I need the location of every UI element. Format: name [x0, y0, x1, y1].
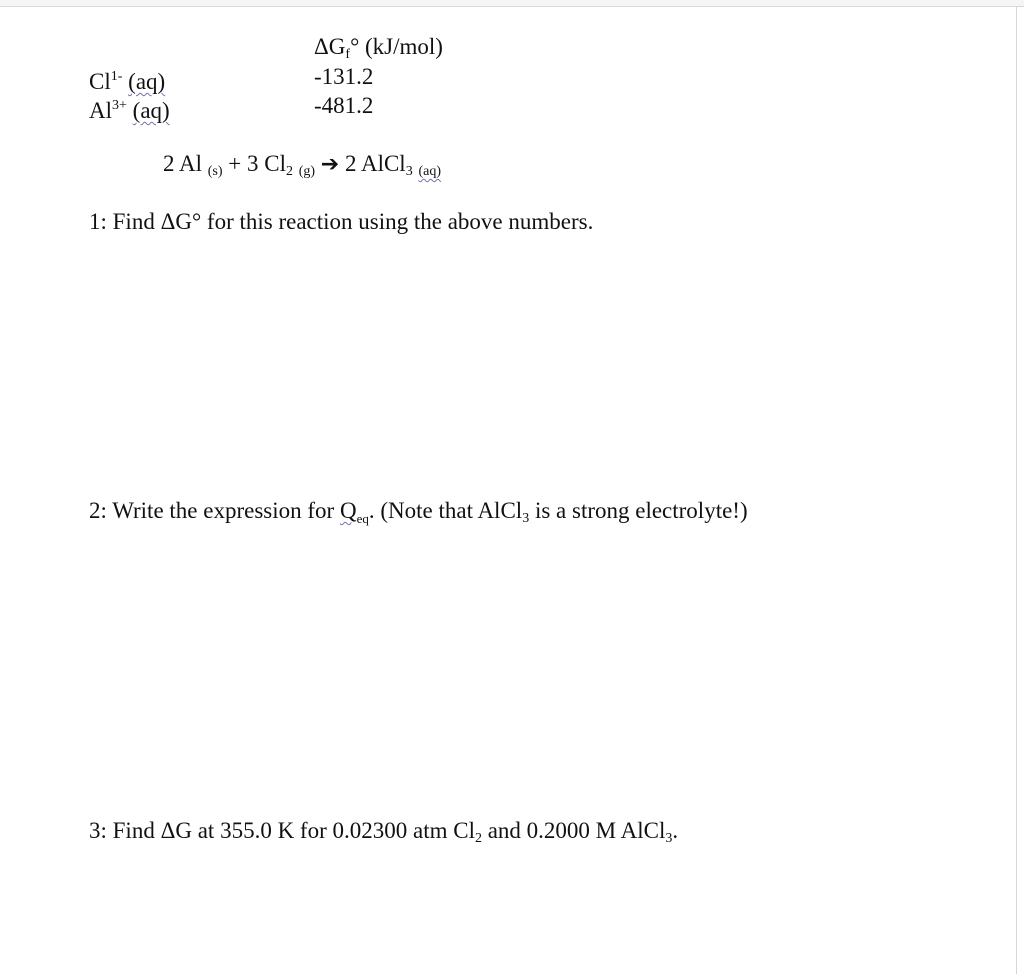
table-row-value: -131.2: [314, 64, 374, 89]
reaction-equation: 2 Al $_{(s)}$ + 3 $Cl_2$ $_{(g)}$ ➔ 2 AlCl$_3$ $_{(aq)}$: [163, 151, 441, 179]
window-top-border: [0, 0, 1024, 7]
document-page: [0, 7, 1017, 974]
ion-charge: 1-: [110, 69, 123, 84]
table-row-value: -481.2: [314, 93, 374, 118]
question-2: 2: Write the expression for $Q_{eq}$. (Note that AlCl$_3$ is a strong electrolyte!): [89, 498, 748, 526]
ion-charge: 3+: [112, 98, 127, 113]
reaction-arrow-icon: ➔: [320, 152, 340, 177]
header-sub-f: f: [345, 47, 351, 62]
state-label: (aq): [128, 69, 166, 94]
q-eq-symbol: $Q_{eq}$: [339, 498, 369, 526]
header-delta-g: ΔG: [314, 34, 346, 59]
question-3: 3: Find ΔG at 355.0 K for 0.02300 atm $Cl_2$ and 0.2000 M AlCl$_3$.: [89, 818, 679, 846]
state-label: (aq): [132, 98, 170, 123]
question-1: 1: Find ΔG° for this reaction using the above numbers.: [89, 209, 594, 234]
table-row-species: $Cl^{1-}$ (aq): [89, 69, 166, 94]
table-row-species: $Al^{3+}$ (aq): [89, 98, 170, 123]
header-units: ° (kJ/mol): [350, 34, 443, 59]
